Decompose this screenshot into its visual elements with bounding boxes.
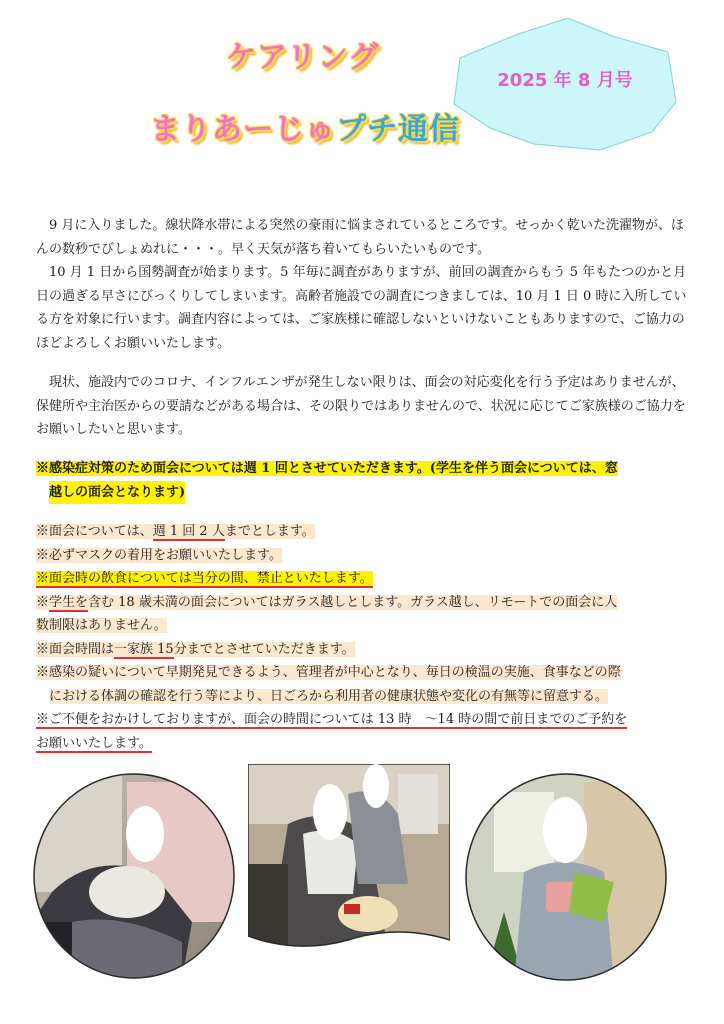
intro-paragraph-census: 10 月 1 日から国勢調査が始まります。5 年毎に調査がありますが、前回の調査からもう 5 年もたつのかと月日の過ぎる早さにびっくりしてしまいます。高齢者施設での調査につきましては、10 月 1 日 0 時に入所している方を対象に行います。調査内容によっては、ご家族様に確認しないといけないこともありますので、ご協力のほどよろしくお願いいたします。 [36, 265, 687, 351]
photo-resident-cup [464, 772, 668, 982]
rule-no-food [36, 567, 690, 591]
newsletter-title-line2 [150, 104, 460, 148]
rule4-line2: 数制限はありません。 [36, 618, 167, 633]
rule4-suffix: 含む 18 歳未満の面会についてはガラス越しとします。ガラス越し、リモートでの面会に人 [88, 594, 618, 610]
rule6-line1: ※感染の疑いについて早期発見できるよう、管理者が中心となり、毎日の検温の実施、食事などの際 [36, 665, 621, 680]
photo-residents-activity [248, 764, 450, 950]
rule4-prefix: ※ [36, 594, 50, 610]
rule-health-check [36, 661, 690, 708]
rule5-suffix: 分までとさせていただきます。 [173, 641, 355, 657]
title-facility-name: まりあーじゅ [150, 112, 336, 147]
notice-line-1: ※感染症対策のため面会については週 1 回とさせていただきます。(学生を伴う面会については、窓 [36, 461, 618, 476]
rule7-line1: ※ご不便をおかけしておりますが、面会の時間については 13 時 〜14 時の間で前日までのご予約を [36, 712, 628, 727]
rule-reservation [36, 708, 690, 755]
rule1-suffix: までとします。 [224, 524, 315, 539]
photo-resident-cushion [32, 772, 236, 980]
rule1-underlined: 週 1 回 2 人 [152, 524, 225, 539]
intro-paragraph-weather: 9 月に入りました。線状降水帯による突然の豪雨に悩まされているところです。せっかく乾いた洗濯物が、ほんの数秒でびしょぬれに・・・。早く天気が落ち着いてもらいたいものです。 [36, 218, 684, 257]
rule5-prefix: ※面会時間は [36, 641, 115, 657]
rule6-line2: における体調の確認を行う等により、日ごろから利用者の健康状態や変化の有無等に留意する。 [49, 688, 609, 704]
rule-minors [36, 591, 690, 638]
issue-date: 2025 年 8 月号 [497, 70, 633, 91]
rule-mask [36, 544, 690, 568]
covid-section [36, 371, 690, 442]
rule3-text: ※面会時の飲食については当分の間、禁止といたします。 [36, 571, 373, 586]
rule5-underlined: 一家族 15 [114, 641, 174, 657]
rule7-line2: お願いいたします。 [36, 735, 152, 751]
intro-section [36, 214, 690, 355]
rule-visit-duration [36, 638, 690, 662]
newsletter-title-line1: ケアリング [226, 40, 380, 75]
rule-visit-frequency [36, 520, 690, 544]
rule1-prefix: ※面会については、 [36, 524, 153, 539]
visit-notice [36, 457, 690, 504]
notice-line-2: 越しの面会となります) [49, 481, 185, 505]
visit-rules [36, 520, 690, 755]
intro-paragraph-visits: 現状、施設内でのコロナ、インフルエンザが発生しない限りは、面会の対応変化を行う予定はありませんが、保健所や主治医からの要請などがある場合は、その限りではありませんので、状況に応じてご家族様のご協力をお願いしたいと思います。 [36, 375, 686, 437]
rule4-underlined: 学生を [49, 594, 89, 610]
rule2-text: ※必ずマスクの着用をお願いいたします。 [36, 547, 282, 563]
title-bulletin-word: プチ通信 [336, 112, 460, 147]
